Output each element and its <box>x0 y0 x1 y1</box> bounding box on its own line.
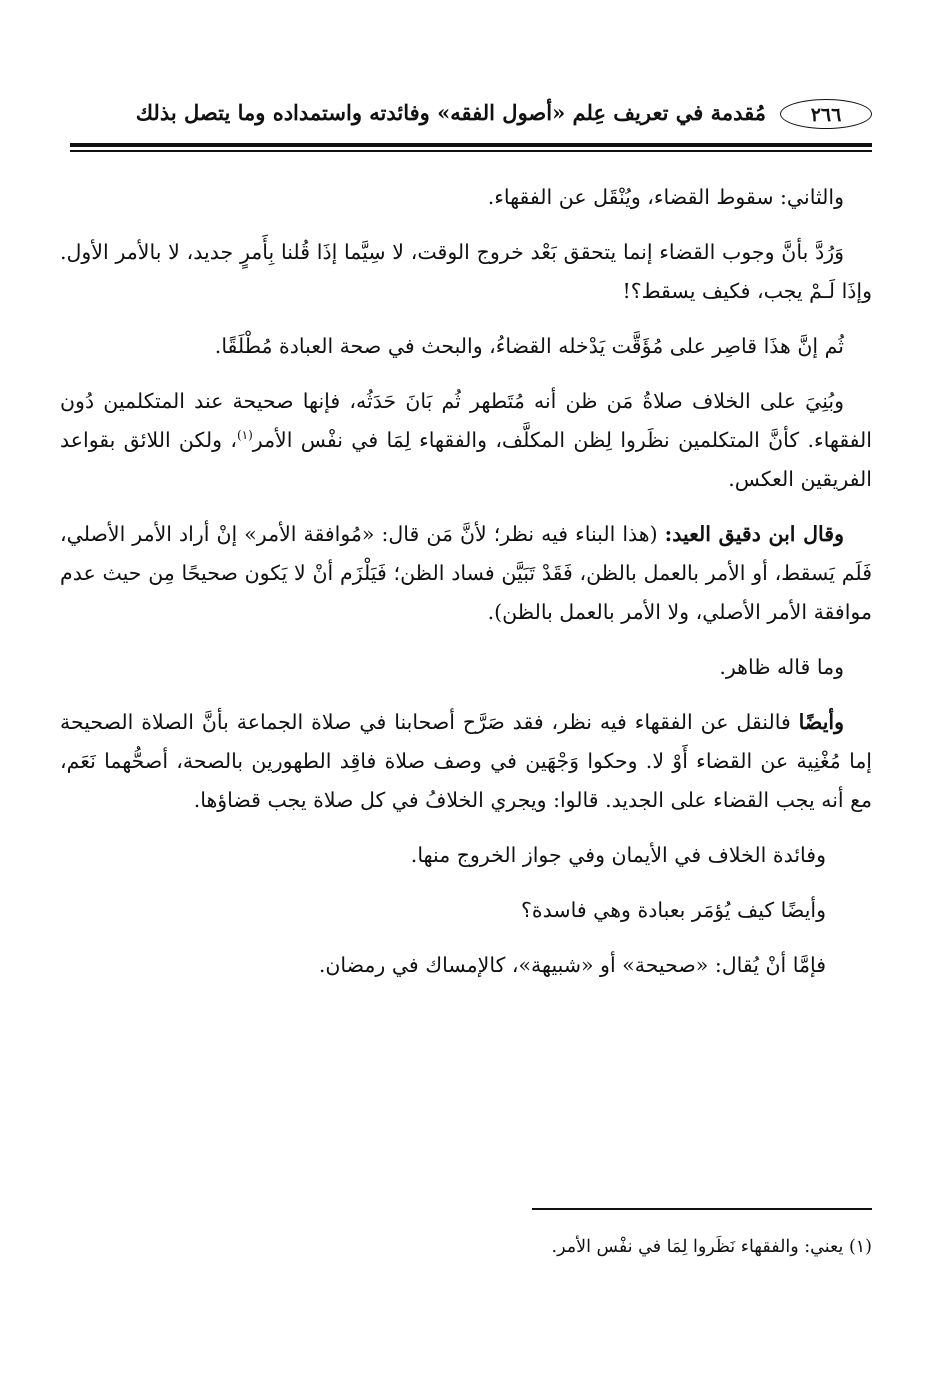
main-text <box>60 178 872 1001</box>
page-number-oval <box>780 99 872 129</box>
paragraph-7 <box>60 703 872 820</box>
header-rule-thick <box>70 143 872 147</box>
paragraph-text: فالنقل عن الفقهاء فيه نظر، فقد صَرَّح أصحابنا في صلاة الجماعة بأنَّ الصلاة الصحيحة إما مُغْنِية عن القضاء أَوْ لا. وحكوا وَجْهَين في وصف صلاة فاقِد الطهورين بالصحة، أصحُّهما نَعَم، مع أنه يجب القضاء على الجديد. قالوا: ويجري الخلافُ في كل صلاة يجب قضاؤها. <box>60 710 872 812</box>
paragraph-text: وأيضًا كيف يُؤمَر بعبادة وهي فاسدة؟ <box>521 898 826 922</box>
paragraph-text-continued: ، ولكن اللائق بقواعد الفريقين العكس. <box>60 428 872 491</box>
paragraph-1 <box>60 178 872 217</box>
header-rule-thin <box>70 150 872 152</box>
header-title: مُقدمة في تعريف عِلم «أصول الفقه» وفائدته واستمداده وما يتصل بذلك <box>135 100 766 125</box>
paragraph-text: وَرُدَّ بأنَّ وجوب القضاء إنما يتحقق بَعْد خروج الوقت، لا سِيَّما إذَا قُلنا بِأَمرٍ جديد، لا بالأمر الأول. وإذَا لَـمْ يجب، فكيف يسقط؟! <box>60 240 872 303</box>
page-number: ٢٦٦ <box>810 104 842 126</box>
paragraph-8 <box>60 836 872 875</box>
book-page <box>60 96 872 1366</box>
paragraph-5 <box>60 515 872 632</box>
paragraph-lead: وقال ابن دقيق العيد: <box>664 522 844 546</box>
footnote-marker: (١) <box>848 1237 872 1257</box>
running-header <box>60 96 872 140</box>
paragraph-lead: وأيضًا <box>798 710 844 734</box>
footnote-1 <box>552 1232 872 1262</box>
paragraph-text: فإمَّا أنْ يُقال: «صحيحة» أو «شبيهة»، كالإمساك في رمضان. <box>318 953 826 977</box>
paragraph-2 <box>60 233 872 311</box>
footnote-separator <box>532 1208 872 1210</box>
footnote-reference[interactable]: (١) <box>236 428 253 443</box>
paragraph-text: وفائدة الخلاف في الأيمان وفي جواز الخروج منها. <box>410 843 826 867</box>
paragraph-3 <box>60 327 872 366</box>
paragraph-text: والثاني: سقوط القضاء، ويُنْقَل عن الفقهاء. <box>487 185 844 209</box>
paragraph-text: وما قاله ظاهر. <box>719 655 844 679</box>
footnote-text: يعني: والفقهاء نَظَروا لِمَا في نفْس الأمر. <box>551 1237 844 1257</box>
paragraph-text: (هذا البناء فيه نظر؛ لأنَّ مَن قال: «مُوافقة الأمر» إنْ أراد الأمر الأصلي، فَلَم يَسقط، أو الأمر بالعمل بالظن، فَقَدْ تَبَيَّن فساد الظن؛ فَيَلْزَم أنْ لا يَكون صحيحًا مِن حيث عدم موافقة الأمر الأصلي، ولا الأمر بالعمل بالظن). <box>60 522 872 624</box>
paragraph-text: وبُنِيَ على الخلاف صلاةُ مَن ظن أنه مُتَطهر ثُم بَانَ حَدَثُه، فإنها صحيحة عند المتكلمين دُون الفقهاء. كأنَّ المتكلمين نظَروا لِظن المكلَّف، والفقهاء لِمَا في نفْس الأمر <box>60 389 872 452</box>
paragraph-10 <box>60 946 872 985</box>
paragraph-9 <box>60 891 872 930</box>
paragraph-text: ثُم إنَّ هذَا قاصِر على مُؤَقَّت يَدْخله القضاءُ، والبحث في صحة العبادة مُطْلَقًا. <box>214 334 844 358</box>
paragraph-6 <box>60 648 872 687</box>
paragraph-4 <box>60 382 872 499</box>
